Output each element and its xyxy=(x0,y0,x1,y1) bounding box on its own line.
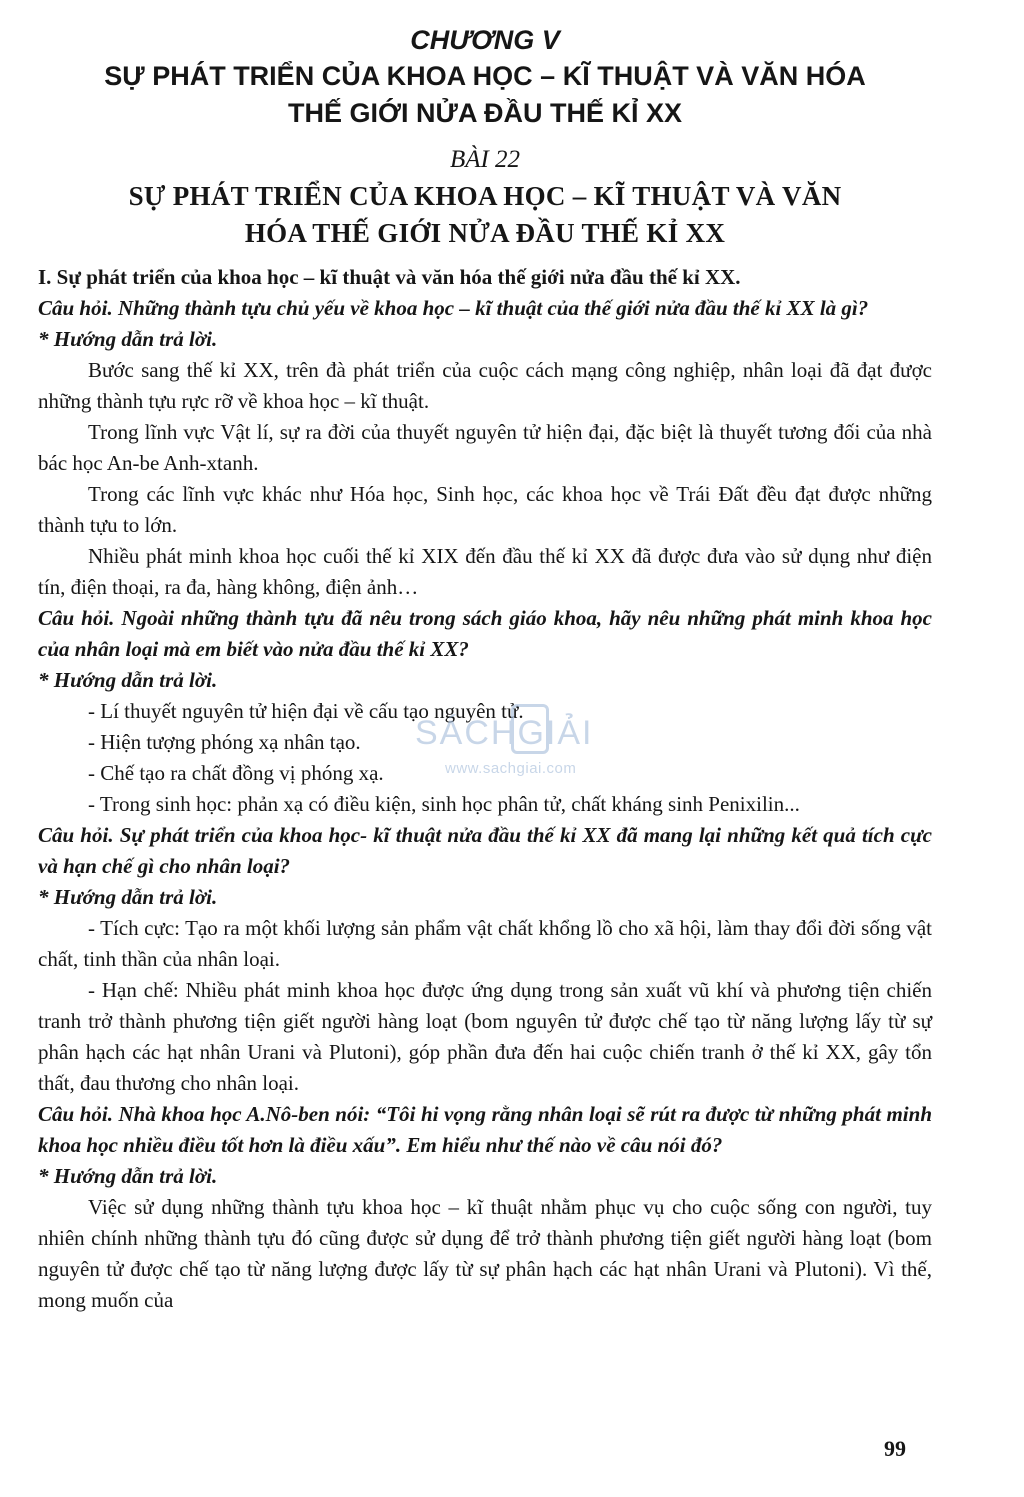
answer-guide-2: * Hướng dẫn trả lời. xyxy=(38,668,218,692)
lesson-header xyxy=(38,142,932,252)
page-number: 99 xyxy=(884,1436,906,1461)
answer-guide-3: * Hướng dẫn trả lời. xyxy=(38,885,218,909)
watermark-url: www.sachgiai.com xyxy=(445,760,577,777)
paragraph-2: Trong lĩnh vực Vật lí, sự ra đời của thuyết nguyên tử hiện đại, đặc biệt là thuyết tương đối của nhà bác học An-be Anh-xtanh. xyxy=(38,420,932,475)
watermark-logo xyxy=(415,700,645,790)
chapter-title-line1: SỰ PHÁT TRIỂN CỦA KHOA HỌC – KĨ THUẬT VÀ VĂN HÓA xyxy=(104,61,866,91)
lesson-title-line1: SỰ PHÁT TRIỂN CỦA KHOA HỌC – KĨ THUẬT VÀ VĂN xyxy=(128,181,842,211)
paragraph-limitation: - Hạn chế: Nhiều phát minh khoa học được ứng dụng trong sản xuất vũ khí và phương tiện chiến tranh trở thành phương tiện giết người hàng loạt (bom nguyên tử được chế tạo từ năng lượng lấy từ sự phân hạch các hạt nhân Urani và Plutoni), góp phần đưa đến hai cuộc chiến tranh ở thế kỉ XX, gây tổn thất, đau thương cho nhân loại. xyxy=(38,978,932,1095)
bullet-item-3: - Chế tạo ra chất đồng vị phóng xạ. xyxy=(88,761,384,785)
bullet-item-4: - Trong sinh học: phản xạ có điều kiện, sinh học phân tử, chất kháng sinh Penixilin... xyxy=(88,792,800,816)
chapter-header xyxy=(38,22,932,132)
bullet-item-1: - Lí thuyết nguyên tử hiện đại về cấu tạo nguyên tử. xyxy=(88,699,524,723)
document-page xyxy=(38,22,932,1316)
lesson-title-line2: HÓA THẾ GIỚI NỬA ĐẦU THẾ KỈ XX xyxy=(244,218,726,248)
paragraph-positive: - Tích cực: Tạo ra một khối lượng sản phẩm vật chất khổng lồ cho xã hội, làm thay đổi đời sống vật chất, tinh thần của nhân loại. xyxy=(38,916,932,971)
question-3: Câu hỏi. Sự phát triển của khoa học- kĩ thuật nửa đầu thế kỉ XX đã mang lại những kết quả tích cực và hạn chế gì cho nhân loại? xyxy=(38,823,932,878)
lesson-label: BÀI 22 xyxy=(449,146,521,173)
paragraph-3: Trong các lĩnh vực khác như Hóa học, Sinh học, các khoa học về Trái Đất đều đạt được những thành tựu to lớn. xyxy=(38,482,932,537)
question-2: Câu hỏi. Ngoài những thành tựu đã nêu trong sách giáo khoa, hãy nêu những phát minh khoa học của nhân loại mà em biết vào nửa đầu thế kỉ XX? xyxy=(38,606,932,661)
paragraph-7: Việc sử dụng những thành tựu khoa học – kĩ thuật nhằm phục vụ cho cuộc sống con người, tuy nhiên chính những thành tựu đó cũng được sử dụng để trở thành phương tiện giết người hàng loạt (bom nguyên tử được chế tạo từ năng lượng được lấy từ sự phân hạch các hạt nhân Urani và Plutoni). Vì thế, mong muốn của xyxy=(38,1195,932,1312)
question-1: Câu hỏi. Những thành tựu chủ yếu về khoa học – kĩ thuật của thế giới nửa đầu thế kỉ XX là gì? xyxy=(38,296,869,320)
watermark-text: SÁCHGIẢI xyxy=(415,714,594,752)
paragraph-4: Nhiều phát minh khoa học cuối thế kỉ XIX đến đầu thế kỉ XX đã được đưa vào sử dụng như điện tín, điện thoại, ra đa, hàng không, điện ảnh… xyxy=(38,544,932,599)
answer-guide-4: * Hướng dẫn trả lời. xyxy=(38,1164,218,1188)
chapter-title-line2: THẾ GIỚI NỬA ĐẦU THẾ KỈ XX xyxy=(288,98,682,128)
answer-guide-1: * Hướng dẫn trả lời. xyxy=(38,327,218,351)
chapter-label: CHƯƠNG V xyxy=(410,25,560,55)
paragraph-1: Bước sang thế kỉ XX, trên đà phát triển của cuộc cách mạng công nghiệp, nhân loại đã đạt được những thành tựu rực rỡ về khoa học – kĩ thuật. xyxy=(38,358,932,413)
section-heading: I. Sự phát triển của khoa học – kĩ thuật và văn hóa thế giới nửa đầu thế kỉ XX. xyxy=(38,265,741,289)
question-4: Câu hỏi. Nhà khoa học A.Nô-ben nói: “Tôi hi vọng rằng nhân loại sẽ rút ra được từ những phát minh khoa học nhiều điều tốt hơn là điều xấu”. Em hiểu như thế nào về câu nói đó? xyxy=(38,1102,932,1157)
bullet-item-2: - Hiện tượng phóng xạ nhân tạo. xyxy=(88,730,361,754)
